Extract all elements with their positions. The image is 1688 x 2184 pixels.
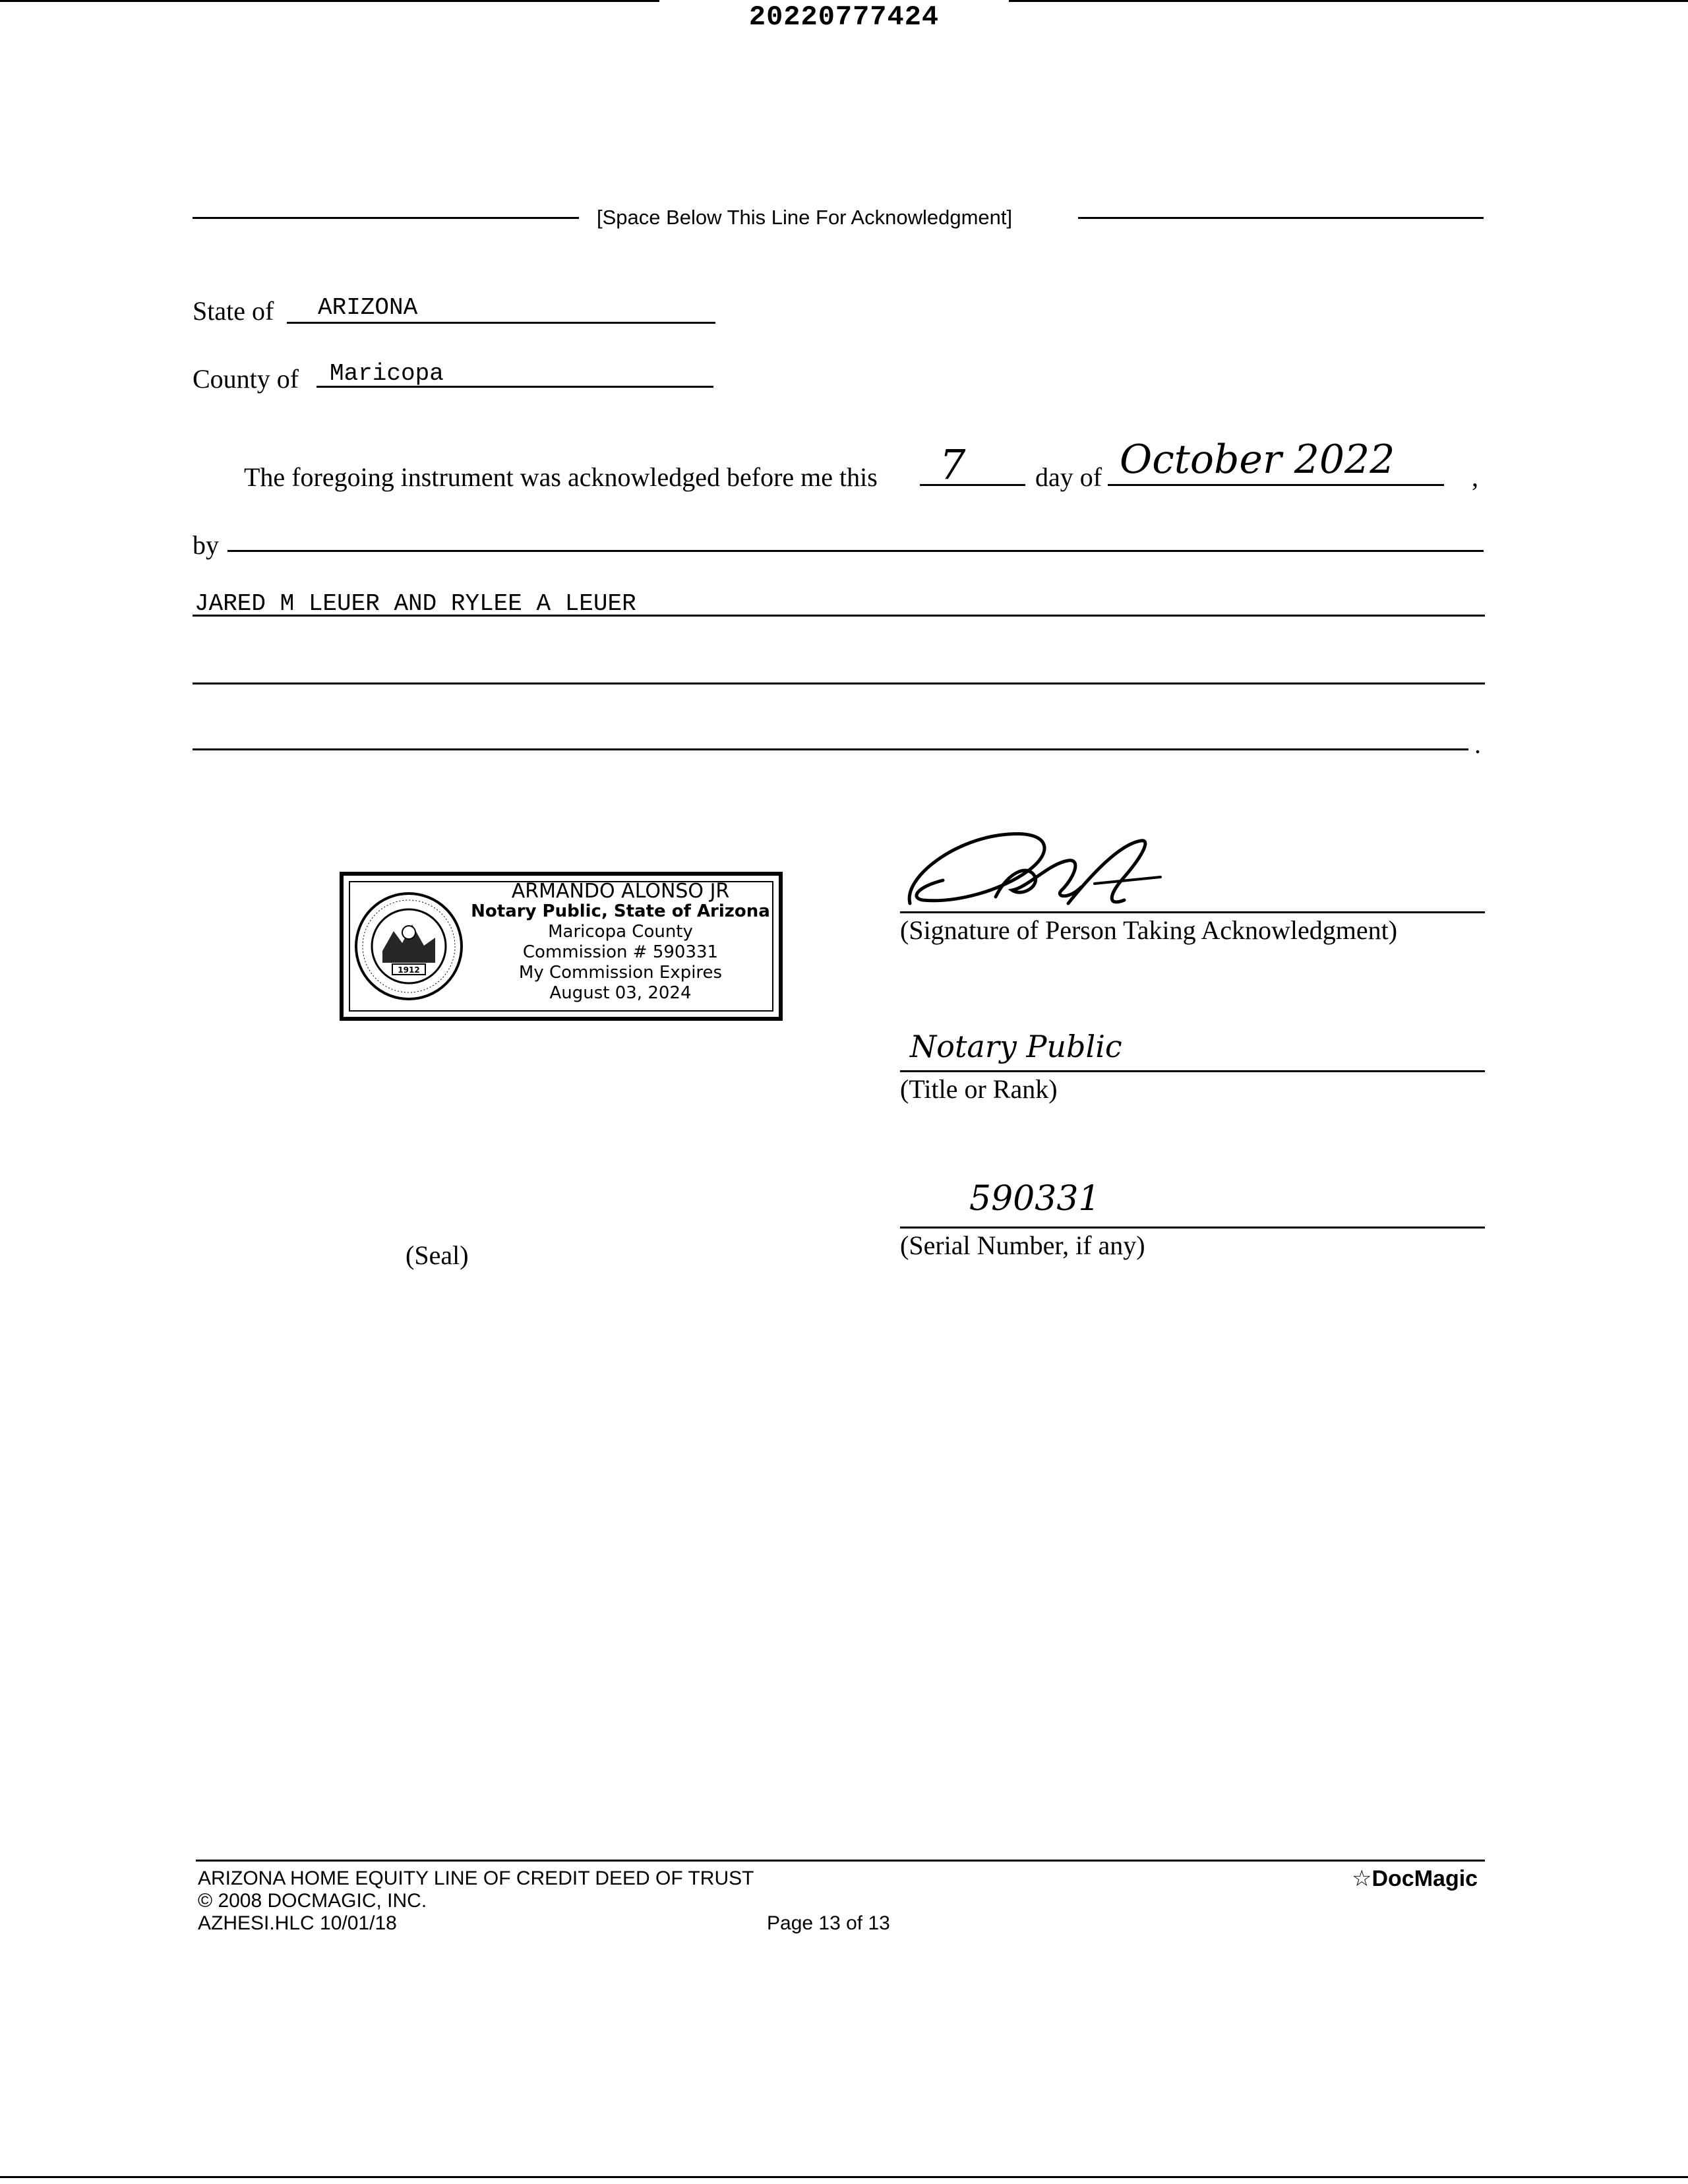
brand-name: DocMagic [1372,1866,1478,1891]
blank-line-1 [193,682,1485,684]
day-of-label: day of [1035,462,1102,492]
names-underline [193,615,1485,617]
notary-commission-expires-label: My Commission Expires [518,963,723,983]
county-value: Maricopa [330,360,444,387]
by-underline [227,550,1484,552]
notary-commission-expires-date: August 03, 2024 [549,983,692,1003]
seal-caption: (Seal) [406,1240,469,1270]
separator-label: [Space Below This Line For Acknowledgment] [597,206,1013,229]
month-year-handwritten: October 2022 [1120,437,1395,483]
seal-year: 1912 [398,965,420,975]
notary-stamp [340,872,783,1021]
acknowledgment-sentence: The foregoing instrument was acknowledged before me this [244,462,878,492]
footer-copyright: © 2008 DOCMAGIC, INC. [198,1890,427,1912]
title-caption: (Title or Rank) [900,1074,1058,1104]
state-underline [287,322,715,324]
signature-underline [900,911,1485,913]
title-value-handwritten: Notary Public [910,1029,1122,1064]
document-number: 20220777424 [748,1,940,33]
day-underline [920,484,1025,486]
state-label: State of [193,296,274,326]
bottom-rule [0,2176,1688,2178]
handwritten-signature [897,824,1213,923]
footer-page-label: Page 13 of 13 [767,1912,890,1934]
county-label: County of [193,364,299,394]
sentence-comma: , [1472,462,1478,492]
state-value: ARIZONA [318,294,418,321]
separator-rule-right [1078,217,1484,219]
footer-brand [1352,1867,1478,1890]
serial-value-handwritten: 590331 [969,1179,1100,1219]
star-icon: ☆ [1352,1866,1372,1891]
acknowledged-names: JARED M LEUER AND RYLEE A LEUER [195,590,636,617]
notary-title: Notary Public, State of Arizona [471,901,770,921]
day-value-handwritten: 7 [940,440,966,489]
county-underline [316,386,713,388]
footer-rule [196,1860,1485,1862]
stamp-text-block [469,881,772,1004]
arizona-state-seal [353,885,465,1008]
notary-name: ARMANDO ALONSO JR [511,880,730,903]
title-underline [900,1070,1485,1072]
month-year-underline [1108,484,1444,486]
serial-caption: (Serial Number, if any) [900,1230,1145,1260]
footer-form-title: ARIZONA HOME EQUITY LINE OF CREDIT DEED OF TRUST [198,1867,754,1889]
blank-line-2 [193,748,1468,750]
names-period: . [1474,729,1481,759]
notary-county: Maricopa County [548,922,693,942]
serial-underline [900,1227,1485,1228]
separator-rule-left [193,217,579,219]
notary-commission-number: Commission # 590331 [522,942,719,962]
by-label: by [193,530,219,560]
signature-caption: (Signature of Person Taking Acknowledgment) [900,915,1398,945]
footer-form-code: AZHESI.HLC 10/01/18 [198,1912,397,1934]
